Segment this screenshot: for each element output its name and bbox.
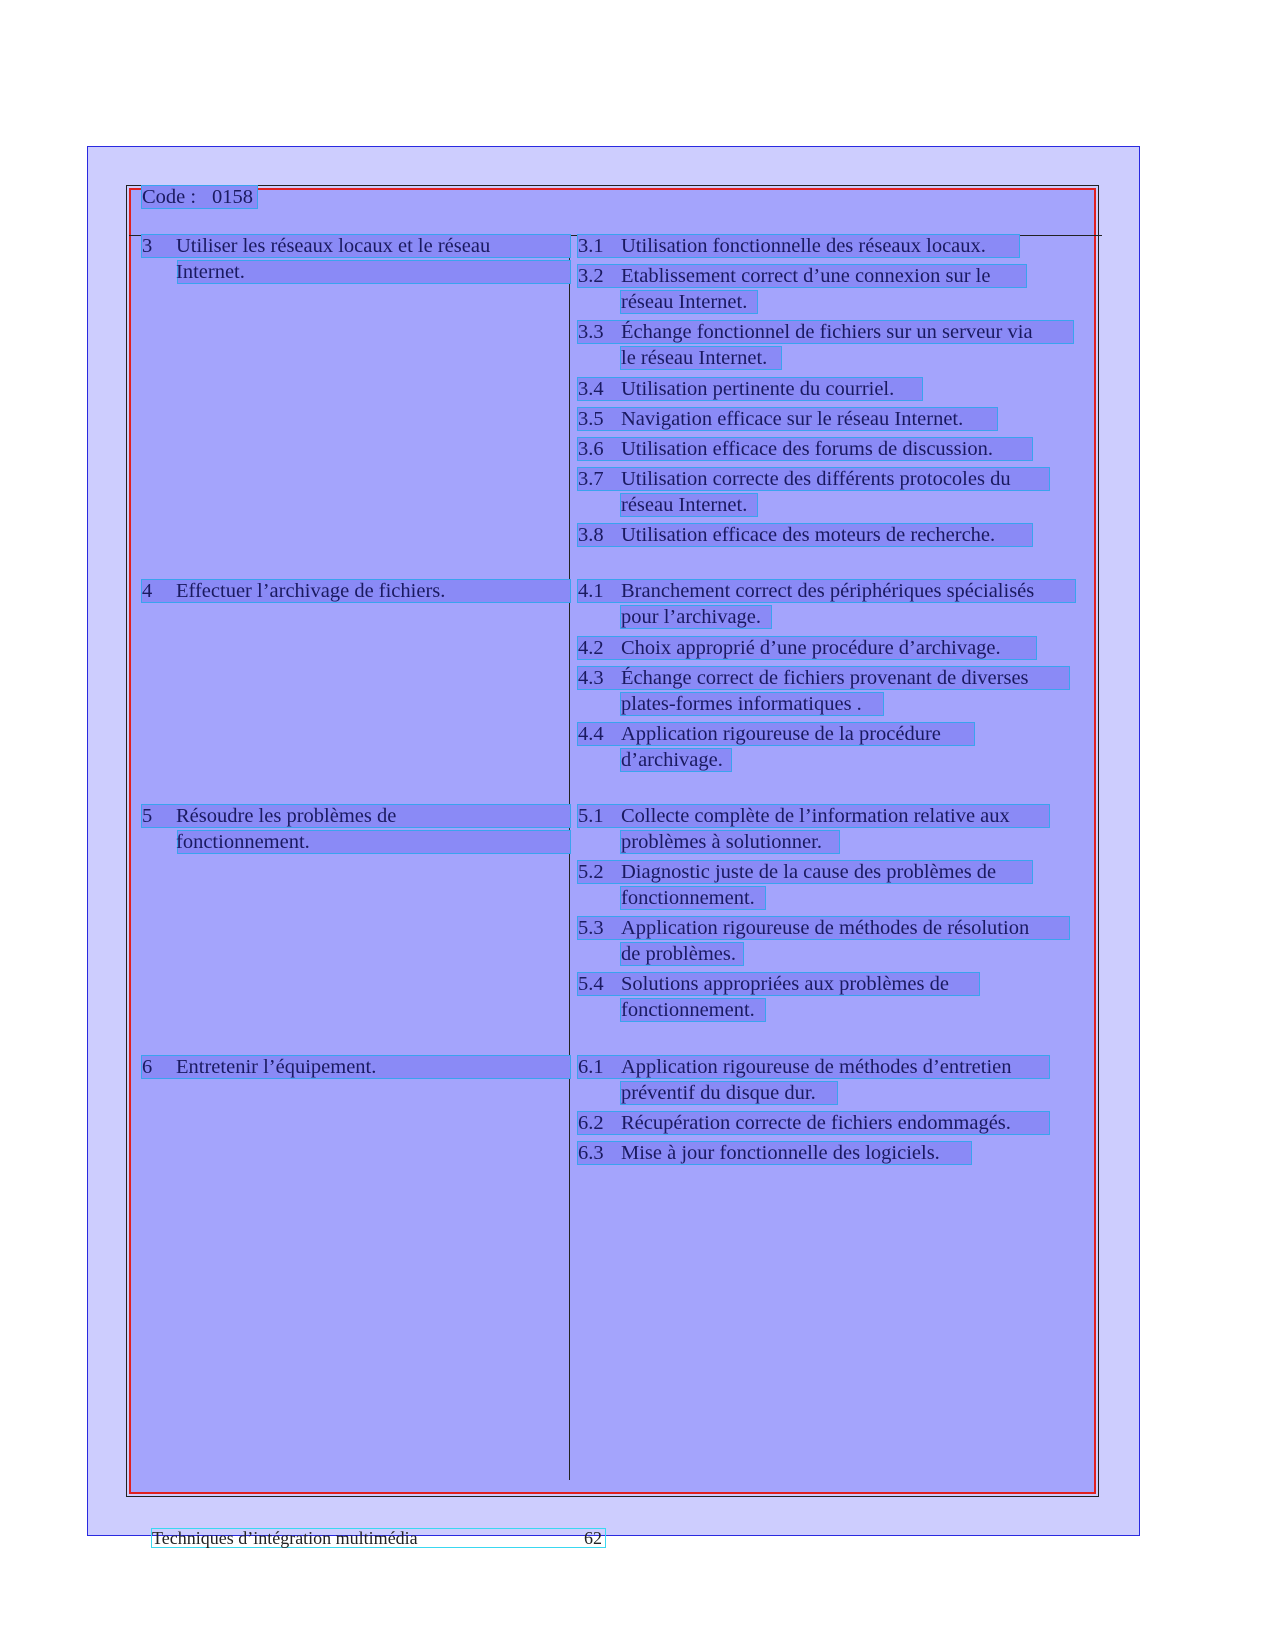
criterion-text: Collecte complète de l’information relative aux [621,805,1010,827]
code-value: 0158 [212,186,253,208]
criterion-text: Utilisation efficace des forums de discussion. [621,438,993,460]
criterion-text: préventif du disque dur. [621,1082,816,1104]
criterion-text: Récupération correcte de fichiers endommagés. [621,1112,1011,1134]
criterion-number: 3.7 [578,468,604,490]
criterion-text: de problèmes. [621,943,736,965]
competency-number: 5 [142,805,153,827]
criterion-text: Échange fonctionnel de fichiers sur un serveur via [621,321,1033,343]
criterion-number: 3.5 [578,408,604,430]
criterion-text: Utilisation pertinente du courriel. [621,378,895,400]
criterion-text: Branchement correct des périphériques spécialisés [621,580,1035,602]
code-label: Code : [142,186,197,208]
criterion-number: 4.3 [578,667,604,689]
competency-number: 3 [142,235,153,257]
criterion-number: 3.6 [578,438,604,460]
criterion-number: 5.3 [578,917,604,939]
criterion-number: 4.2 [578,637,604,659]
criterion-number: 3.2 [578,265,604,287]
criterion-text: fonctionnement. [621,887,755,909]
footer-title: Techniques d’intégration multimédia [152,1528,418,1548]
competency-text: Internet. [176,261,245,283]
criterion-text: pour l’archivage. [621,606,762,628]
criterion-number: 3.1 [578,235,604,257]
criterion-text: Application rigoureuse de méthodes d’entretien [621,1056,1012,1078]
criterion-text: Échange correct de fichiers provenant de diverses [621,667,1029,689]
criterion-text: Utilisation efficace des moteurs de recherche. [621,524,996,546]
criterion-text: Diagnostic juste de la cause des problèmes de [621,861,997,883]
column-divider [569,235,570,1480]
competency-text: fonctionnement. [176,831,310,853]
criterion-text: Utilisation correcte des différents protocoles du [621,468,1011,490]
criterion-text: Choix approprié d’une procédure d’archivage. [621,637,1001,659]
criterion-text: Etablissement correct d’une connexion sur le [621,265,991,287]
criterion-text: réseau Internet. [621,291,748,313]
competency-number: 6 [142,1056,153,1078]
criterion-number: 3.3 [578,321,604,343]
competency-number: 4 [142,580,153,602]
criterion-text: d’archivage. [621,749,723,771]
criterion-text: le réseau Internet. [621,347,768,369]
criterion-number: 4.4 [578,723,604,745]
criterion-number: 6.3 [578,1142,604,1164]
competency-text: Entretenir l’équipement. [176,1056,377,1078]
competency-text: Effectuer l’archivage de fichiers. [176,580,446,602]
criterion-number: 5.2 [578,861,604,883]
criterion-number: 5.1 [578,805,604,827]
criterion-number: 6.1 [578,1056,604,1078]
criterion-number: 4.1 [578,580,604,602]
criterion-number: 6.2 [578,1112,604,1134]
page-number: 62 [584,1528,602,1548]
criterion-text: plates-formes informatiques . [621,693,862,715]
criterion-text: Utilisation fonctionnelle des réseaux locaux. [621,235,986,257]
criterion-number: 5.4 [578,973,604,995]
competency-text: Résoudre les problèmes de [176,805,397,827]
criterion-number: 3.8 [578,524,604,546]
criterion-number: 3.4 [578,378,604,400]
criterion-text: réseau Internet. [621,494,748,516]
criterion-text: fonctionnement. [621,999,755,1021]
competency-text: Utiliser les réseaux locaux et le réseau [176,235,491,257]
criterion-text: Application rigoureuse de méthodes de résolution [621,917,1030,939]
criterion-text: Mise à jour fonctionnelle des logiciels. [621,1142,940,1164]
criterion-text: Solutions appropriées aux problèmes de [621,973,949,995]
criterion-text: Application rigoureuse de la procédure [621,723,941,745]
criterion-text: problèmes à solutionner. [621,831,822,853]
criterion-text: Navigation efficace sur le réseau Internet. [621,408,964,430]
